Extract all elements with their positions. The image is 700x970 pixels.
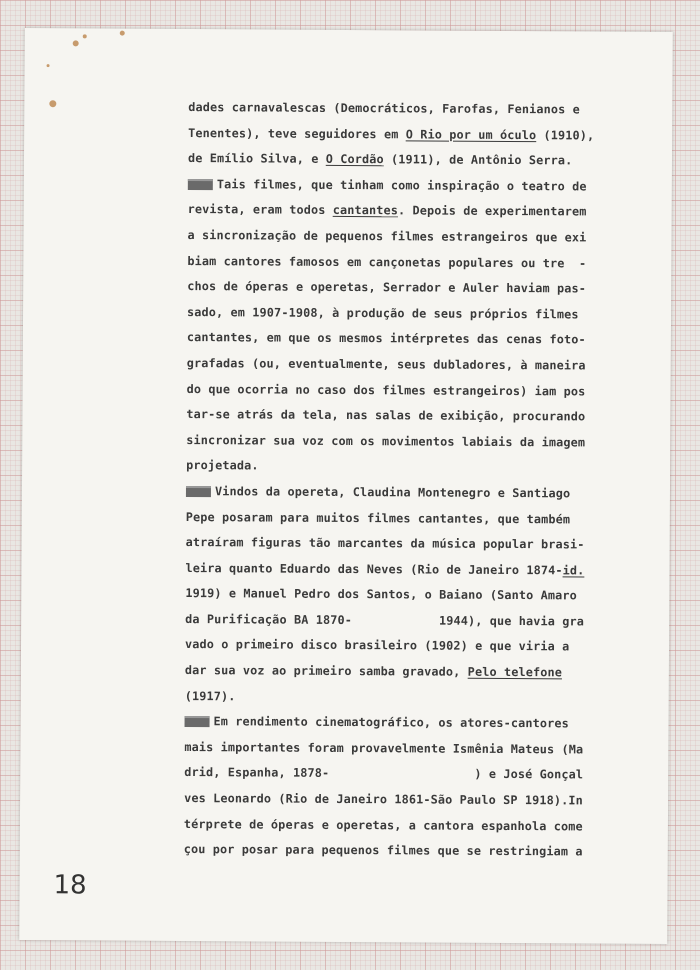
text-segment: da Purificação BA 1870- 1944), que havia gra: [185, 611, 585, 629]
text-line: [187, 351, 637, 379]
text-line: [186, 505, 636, 533]
text-segment: de Emílio Silva, e: [187, 151, 326, 167]
text-segment: (1910),: [536, 127, 595, 143]
text-line: [187, 223, 637, 251]
text-line: [187, 325, 637, 353]
text-line: [186, 453, 636, 481]
stain-spot: [49, 100, 56, 107]
stain-spot: [83, 34, 87, 38]
text-line: [184, 735, 634, 763]
paragraph-mark: [188, 179, 213, 190]
text-line: [186, 530, 636, 558]
underlined-title: Pelo telefone: [467, 664, 563, 680]
text-line: [185, 632, 635, 660]
text-segment: leira quanto Eduardo das Neves (Rio de Janeiro 1874-: [185, 560, 563, 578]
text-line: [185, 684, 635, 712]
text-segment: atraíram figuras tão marcantes da música popular brasi-: [185, 535, 585, 552]
text-segment: dades carnavalescas (Democráticos, Farofas, Fenianos e: [188, 100, 580, 117]
text-segment: sincronizar sua voz com os movimentos labiais da imagem: [186, 432, 586, 450]
text-line: [185, 607, 635, 635]
text-segment: (1917).: [184, 688, 236, 703]
text-line: [188, 146, 638, 174]
text-line: [187, 274, 637, 302]
text-line: [184, 760, 634, 788]
page-number: 18: [53, 870, 87, 901]
text-line: [185, 658, 635, 686]
text-line: [185, 556, 635, 584]
stain-spot: [47, 64, 50, 67]
text-line: [188, 197, 638, 225]
text-line: [187, 300, 637, 328]
text-segment: Tais filmes, que tinham como inspiração o teatro de: [216, 176, 587, 194]
text-line: [187, 377, 637, 405]
text-segment: ves Leonardo (Rio de Janeiro 1861-São Paulo SP 1918).In: [184, 791, 584, 808]
text-segment: projetada.: [186, 458, 259, 473]
stain-spot: [73, 40, 79, 46]
text-line: [188, 95, 638, 123]
stain-spot: [120, 31, 125, 36]
underlined-title: O Rio por um óculo: [405, 126, 537, 142]
text-segment: térprete de óperas e operetas, a cantora espanhola come: [183, 816, 583, 834]
text-segment: drid, Espanha, 1878- ) e José Gonçal: [184, 765, 584, 782]
text-segment: tar-se atrás da tela, nas salas de exibição, procurando: [186, 407, 586, 424]
text-segment: Tenentes), teve seguidores em: [188, 125, 406, 141]
typed-page: [19, 28, 673, 944]
text-segment: grafadas (ou, eventualmente, seus dubladores, à maneira: [186, 355, 586, 373]
text-segment: Em rendimento cinematográfico, os atores-cantores: [213, 714, 569, 731]
paragraph-mark: [186, 486, 211, 497]
text-line: [186, 428, 636, 456]
text-segment: dar sua voz ao primeiro samba gravado,: [184, 663, 468, 679]
text-segment: . Depois de experimentarem: [397, 203, 587, 219]
paragraph-mark: [185, 716, 210, 727]
text-segment: do que ocorria no caso dos filmes estrangeiros) iam pos: [186, 381, 586, 398]
text-line: [184, 709, 634, 737]
underlined-title: cantantes: [332, 203, 399, 218]
text-segment: cantantes, em que os mesmos intérpretes das cenas foto-: [186, 330, 586, 347]
text-line: [184, 837, 634, 865]
text-segment: Pepe posaram para muitos filmes cantantes, que também: [185, 509, 571, 526]
underlined-title: O Cordão: [325, 152, 384, 167]
underlined-title: id.: [562, 563, 585, 578]
text-segment: a sincronização de pequenos filmes estrangeiros que exi: [187, 227, 587, 245]
text-line: [186, 479, 636, 507]
text-line: [188, 172, 638, 200]
text-line: [187, 249, 637, 277]
text-line: [186, 402, 636, 430]
text-segment: vado o primeiro disco brasileiro (1902) e que viria a: [184, 637, 570, 654]
text-segment: revista, eram todos: [187, 202, 333, 218]
text-segment: çou por posar para pequenos filmes que se restringiam a: [183, 842, 583, 859]
text-segment: sado, em 1907-1908, à produção de seus próprios filmes: [187, 304, 579, 322]
typed-text-body: [184, 95, 639, 866]
text-line: [184, 786, 634, 814]
text-line: [188, 121, 638, 149]
text-line: [185, 581, 635, 609]
text-segment: chos de óperas e operetas, Serrador e Auler haviam pas-: [187, 279, 587, 296]
text-segment: biam cantores famosos em cançonetas populares ou tre -: [187, 253, 587, 271]
text-segment: 1919) e Manuel Pedro dos Santos, o Baiano (Santo Amaro: [185, 586, 578, 603]
text-segment: Vindos da opereta, Claudina Montenegro e Santiago: [214, 484, 571, 501]
text-segment: (1911), de Antônio Serra.: [383, 152, 573, 168]
text-line: [184, 812, 634, 840]
text-segment: mais importantes foram provavelmente Ismênia Mateus (Ma: [184, 739, 584, 757]
